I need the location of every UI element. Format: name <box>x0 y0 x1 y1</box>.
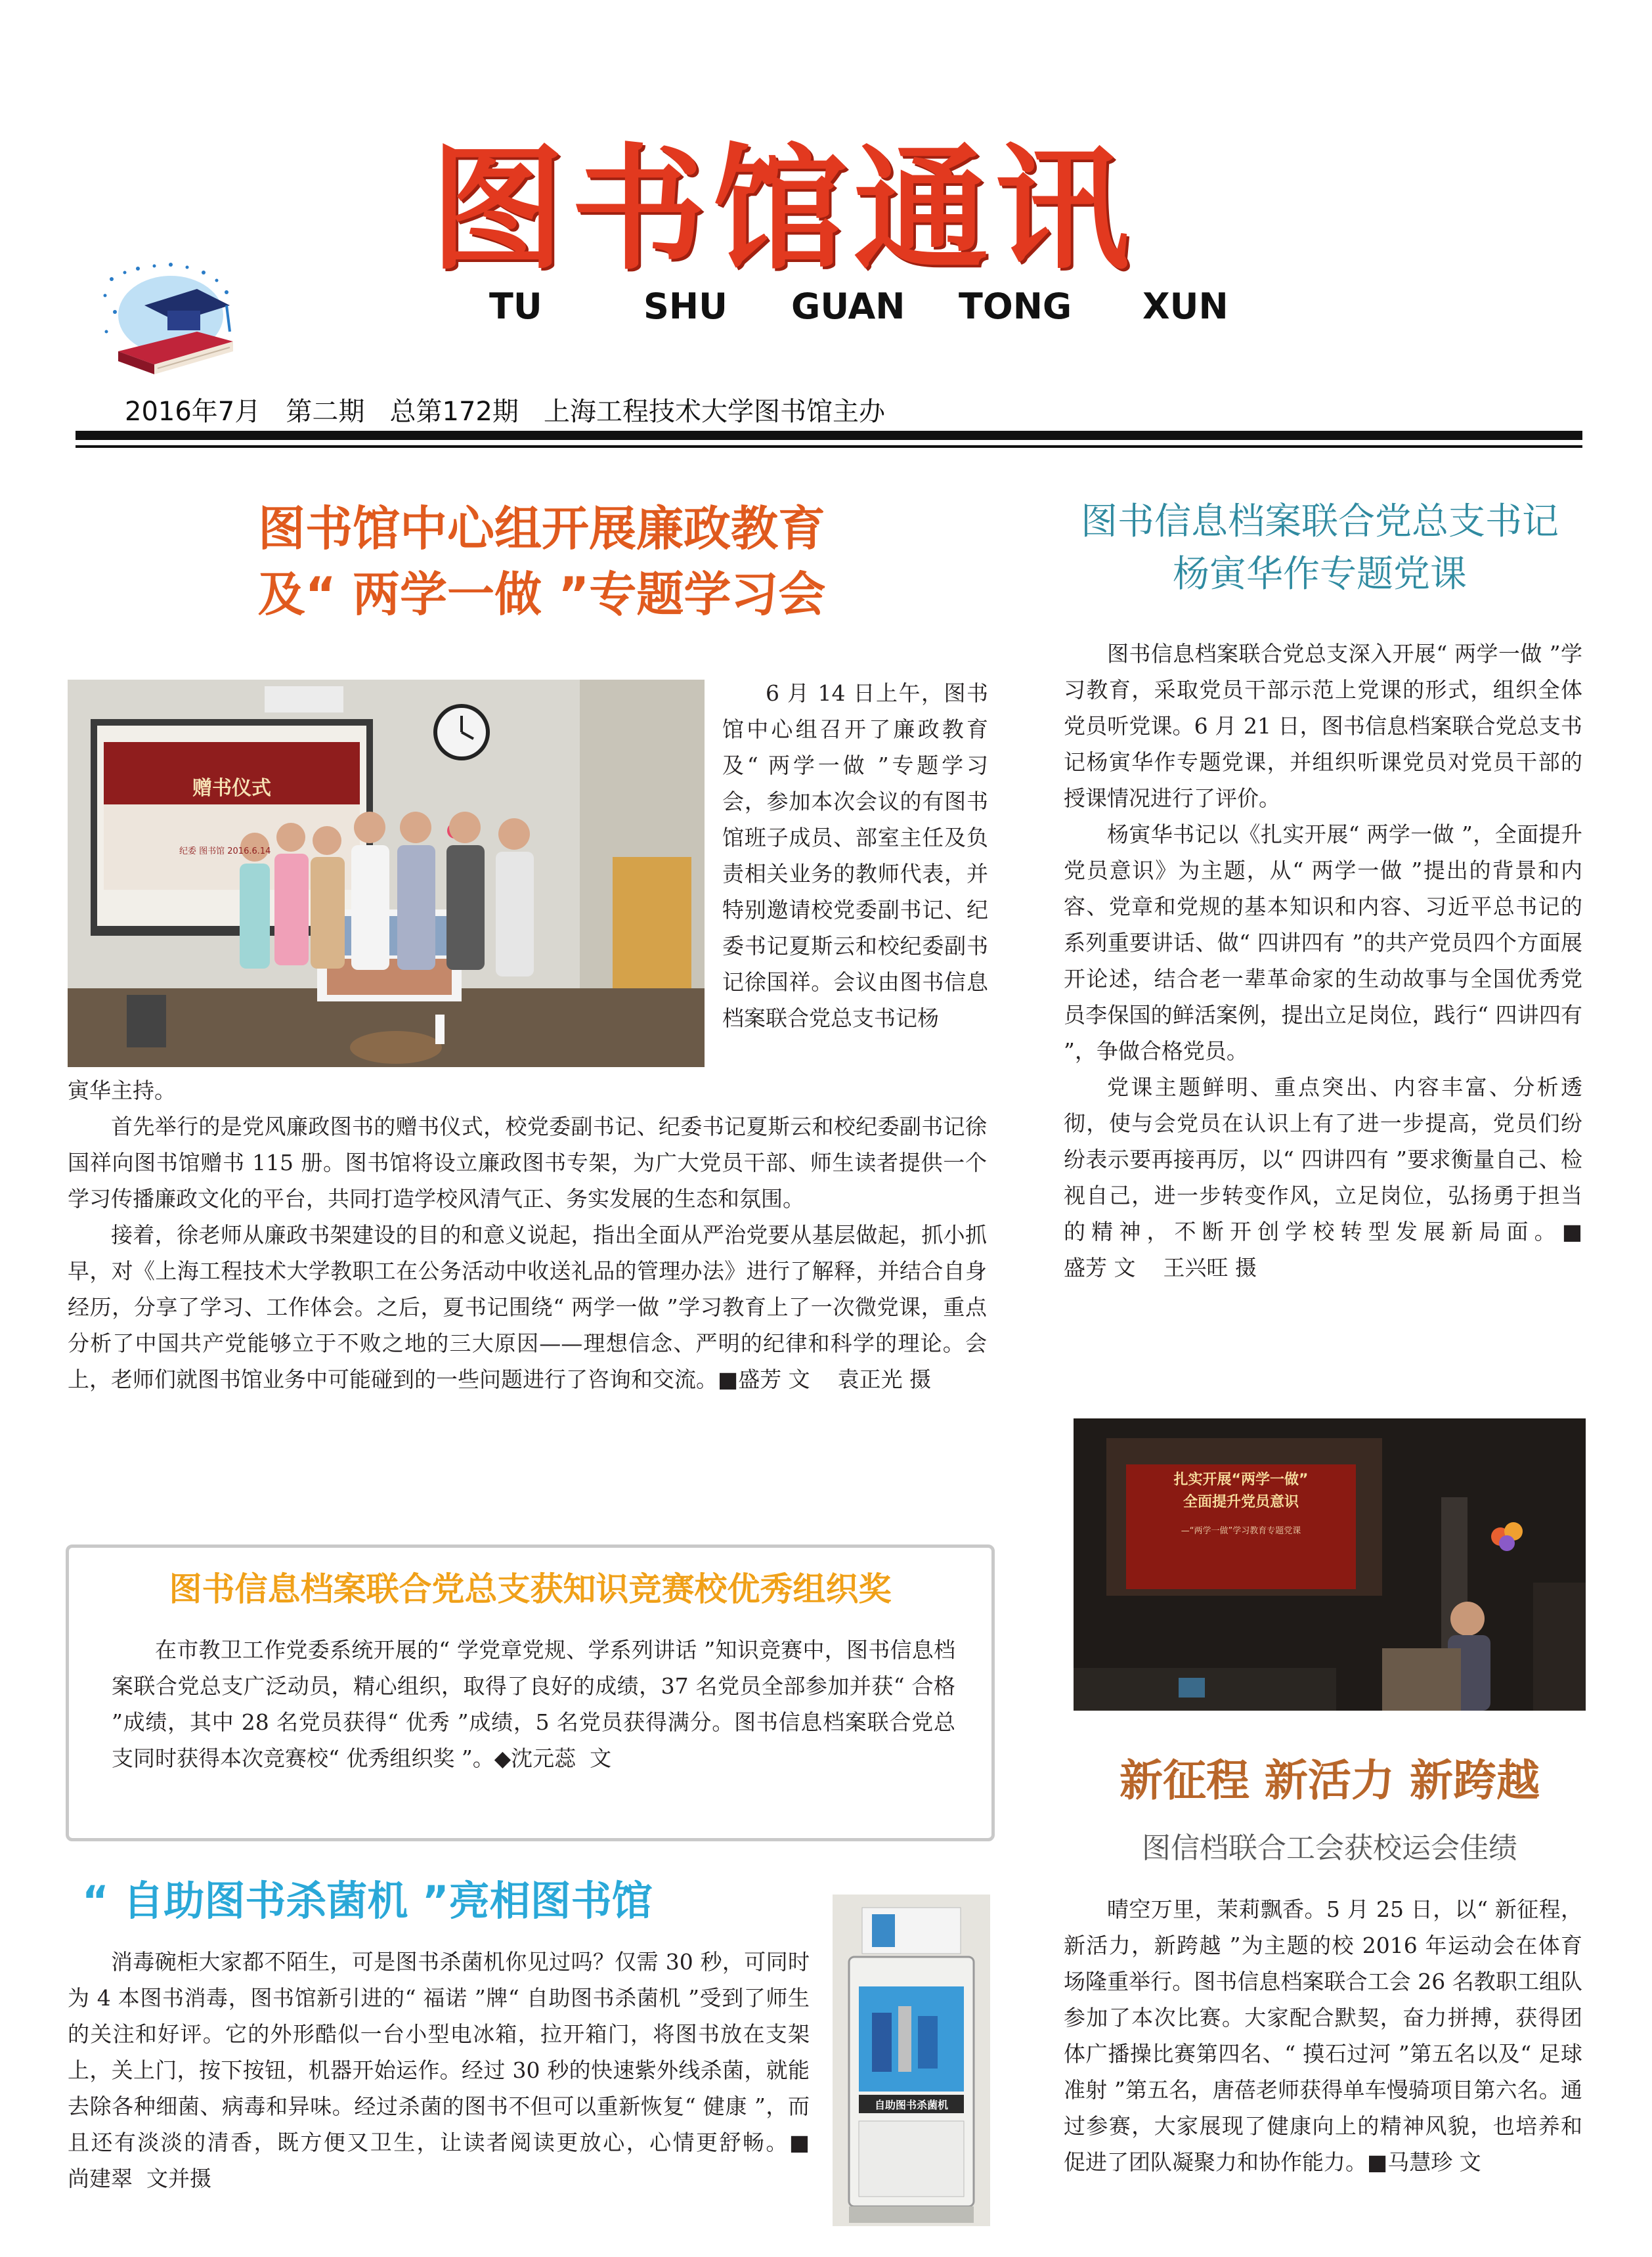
article5-body <box>1064 1891 1582 2180</box>
article2-paragraph-2: 杨寅华书记以《扎实开展“ 两学一做 ”，全面提升党员意识》为主题，从“ 两学一做 ”提出的背景和内容、党章和党规的基本知识和内容、习近平总书记的系列重要讲话、做“ 四讲四有 ”的共产党员四个方面展开论述，结合老一辈革命家的生动故事与全国优秀党员李保国的鲜活案例，提出立足岗位，践行“ 四讲四有 ”，争做合格党员。 <box>1064 822 1582 1064</box>
byline-marker: ◆ <box>494 1745 511 1771</box>
photo-screen-title: 赠书仪式 <box>192 777 271 800</box>
masthead-pinyin-3: GUAN <box>791 286 905 327</box>
article2-photo <box>1074 1418 1586 1711</box>
article4-body <box>68 1944 810 2197</box>
article5-subheadline: 图信档联合工会获校运会佳绩 <box>1142 1831 1517 1865</box>
article4-byline: 尚建翠 文并摄 <box>68 2166 211 2191</box>
masthead-rule-thin <box>76 445 1582 448</box>
article2-headline-line1: 图书信息档案联合党总支书记 <box>1081 500 1559 543</box>
article3-paragraph: 在市教卫工作党委系统开展的“ 学党章党规、学系列讲话 ”知识竞赛中，图书信息档案联合党总支广泛动员，精心组织，取得了良好的成绩，37 名党员全部参加并获“ 合格 ”成绩，其中 28 名党员获得“ 优秀 ”成绩，5 名党员获得满分。图书信息档案联合党总支同时获得本次竞赛校“ 优秀组织奖 ”。 <box>112 1637 955 1771</box>
slide-line-3: —“两学一做”学习教育专题党课 <box>1181 1526 1301 1536</box>
article5-byline: 马慧珍 文 <box>1387 2149 1481 2175</box>
article1-headline-line2: 及“ 两学一做 ”专题学习会 <box>257 567 826 622</box>
machine-label: 自助图书杀菌机 <box>874 2099 948 2111</box>
masthead-pinyin-4: TONG <box>959 286 1072 327</box>
byline-marker: ■ <box>718 1367 739 1392</box>
article1-paragraph-intro: 6 月 14 日上午，图书馆中心组召开了廉政教育及“ 两学一做 ”专题学习会，参加本次会议的有图书馆班子成员、部室主任及负责相关业务的教师代表，并特别邀请校党委副书记、纪委书记夏斯云和校纪委副书记徐国祥。会议由图书信息档案联合党总支书记杨 <box>722 680 988 1031</box>
article1-byline: 盛芳 文 袁正光 摄 <box>738 1367 932 1392</box>
article5-headline: 新征程 新活力 新跨越 <box>1119 1755 1540 1806</box>
article2-paragraph-3: 党课主题鲜明、重点突出、内容丰富、分析透彻，使与会党员在认识上有了进一步提高，党员们纷纷表示要再接再厉，以“ 四讲四有 ”要求衡量自己、检视自己，进一步转变作风，立足岗位，弘扬勇于担当的精神，不断开创学校转型发展新局面。 <box>1064 1074 1582 1244</box>
issue-line: 2016年7月 第二期 总第172期 上海工程技术大学图书馆主办 <box>125 397 886 427</box>
masthead-title: 图书馆通讯 <box>430 132 1136 288</box>
masthead-pinyin-2: SHU <box>643 286 728 327</box>
article1-paragraph-1: 首先举行的是党风廉政图书的赠书仪式，校党委副书记、纪委书记夏斯云和校纪委副书记徐国祥向图书馆赠书 115 册。图书馆将设立廉政图书专架，为广大党员干部、师生读者提供一个学习传播廉政文化的平台，共同打造学校风清气正、务实发展的生态和氛围。 <box>68 1114 987 1212</box>
article4-headline: “ 自助图书杀菌机 ”亮相图书馆 <box>82 1877 653 1925</box>
article5-paragraph: 晴空万里，茉莉飘香。5 月 25 日，以“ 新征程，新活力，新跨越 ”为主题的校 2016 年运动会在体育场隆重举行。图书信息档案联合工会 26 名教职工组队参加了本次比赛。大家配合默契，奋力拼搏，获得团体广播操比赛第四名、“ 摸石过河 ”第五名以及“ 足球准射 ”第五名，唐蓓老师获得单车慢骑项目第六名。通过参赛，大家展现了健康向上的精神风貌，也培养和促进了团队凝聚力和协作能力。 <box>1064 1896 1582 2175</box>
article1-continuation: 寅华主持。 <box>68 1078 176 1103</box>
graduation-book-icon <box>98 259 256 378</box>
article2-headline-line2: 杨寅华作专题党课 <box>1173 553 1467 596</box>
article2-paragraph-1: 图书信息档案联合党总支深入开展“ 两学一做 ”学习教育，采取党员干部示范上党课的形式，组织全体党员听党课。6 月 21 日，图书信息档案联合党总支书记杨寅华作专题党课，并组织听课党员对党员干部的授课情况进行了评价。 <box>1064 641 1582 811</box>
article1-body <box>68 1072 987 1397</box>
article3-byline: 沈元蕊 文 <box>511 1745 612 1771</box>
article2-byline: 盛芳 文 王兴旺 摄 <box>1064 1255 1257 1281</box>
byline-marker: ■ <box>789 2130 810 2155</box>
masthead-logo <box>98 259 256 378</box>
masthead-pinyin-5: XUN <box>1142 286 1228 327</box>
article1-beside-photo <box>722 675 988 1036</box>
masthead-pinyin-1: TU <box>489 286 542 327</box>
article1-photo <box>68 680 705 1067</box>
slide-line-1: 扎实开展“两学一做” <box>1173 1472 1309 1488</box>
masthead-rule <box>76 431 1582 440</box>
article1-headline-line1: 图书馆中心组开展廉政教育 <box>257 501 825 556</box>
photo-screen-caption: 纪委 图书馆 2016.6.14 <box>179 846 271 856</box>
article4-photo <box>833 1895 990 2226</box>
article4-paragraph: 消毒碗柜大家都不陌生，可是图书杀菌机你见过吗？仅需 30 秒，可同时为 4 本图书消毒，图书馆新引进的“ 福诺 ”牌“ 自助图书杀菌机 ”受到了师生的关注和好评。它的外形酷似一台小型电冰箱，拉开箱门，将图书放在支架上，关上门，按下按钮，机器开始运作。经过 30 秒的快速紫外线杀菌，就能去除各种细菌、病毒和异味。经过杀菌的图书不但可以重新恢复“ 健康 ”，而且还有淡淡的清香，既方便又卫生，让读者阅读更放心，心情更舒畅。 <box>68 1949 810 2155</box>
article1-paragraph-2: 接着，徐老师从廉政书架建设的目的和意义说起，指出全面从严治党要从基层做起，抓小抓早，对《上海工程技术大学教职工在公务活动中收送礼品的管理办法》进行了解释，并结合自身经历，分享了学习、工作体会。之后，夏书记围绕“ 两学一做 ”学习教育上了一次微党课，重点分析了中国共产党能够立于不败之地的三大原因——理想信念、严明的纪律和科学的理论。会上，老师们就图书馆业务中可能碰到的一些问题进行了咨询和交流。 <box>68 1222 987 1392</box>
byline-marker: ■ <box>1561 1219 1582 1244</box>
article2-body <box>1064 636 1582 1286</box>
slide-line-2: 全面提升党员意识 <box>1183 1494 1299 1510</box>
article3-headline: 图书信息档案联合党总支获知识竞赛校优秀组织奖 <box>169 1570 892 1608</box>
byline-marker: ■ <box>1367 2149 1388 2175</box>
article3-body <box>112 1632 955 1776</box>
